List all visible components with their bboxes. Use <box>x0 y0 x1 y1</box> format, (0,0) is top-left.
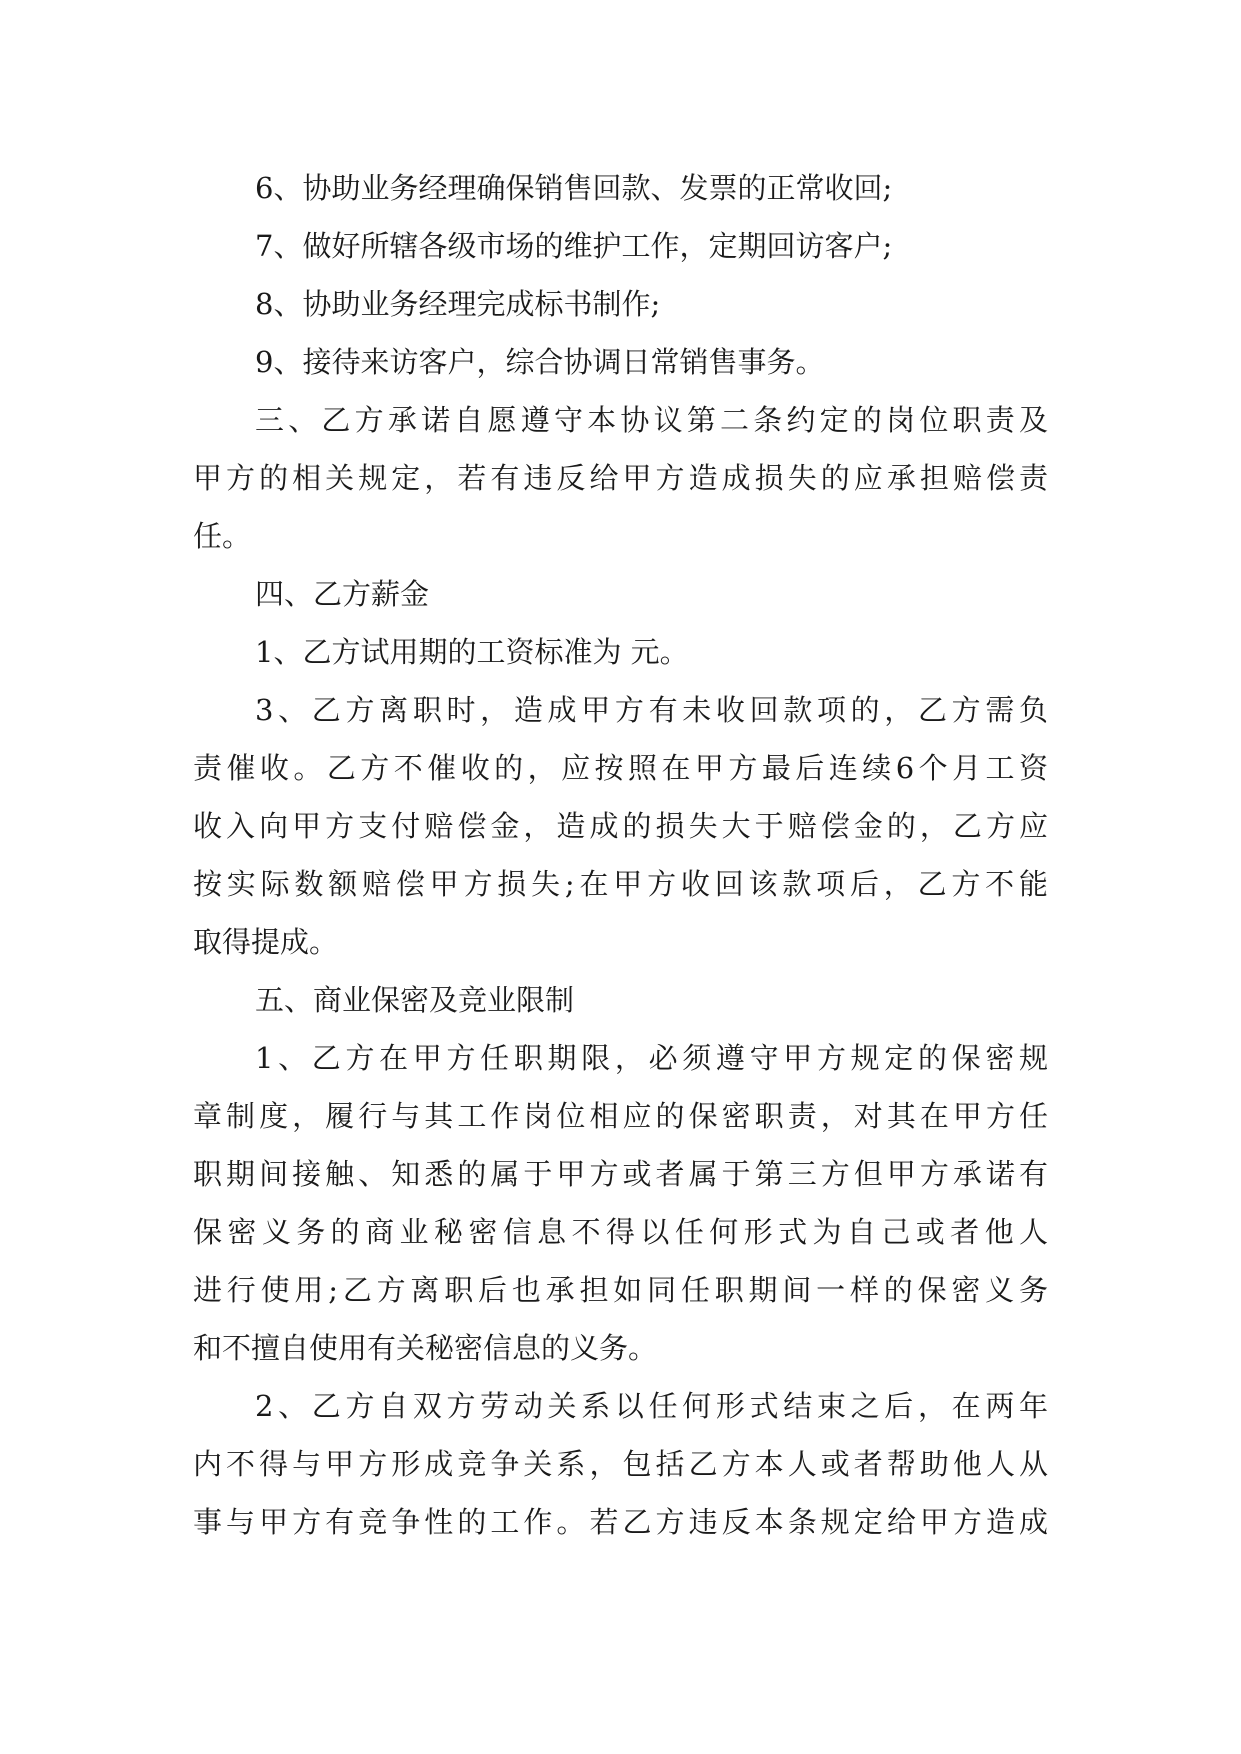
item-9: 9、接待来访客户，综合协调日常销售事务。 <box>255 345 825 379</box>
section-3-line-3: 任。 <box>193 519 252 553</box>
salary-item-3-line-5: 取得提成。 <box>193 925 339 959</box>
confidentiality-item-1-line-5: 进行使用;乙方离职后也承担如同任职期间一样的保密义务 <box>193 1273 1048 1307</box>
section-5-heading: 五、商业保密及竞业限制 <box>255 983 575 1017</box>
non-compete-item-2-line-2: 内不得与甲方形成竞争关系，包括乙方本人或者帮助他人从 <box>193 1447 1048 1481</box>
confidentiality-item-1-line-3: 职期间接触、知悉的属于甲方或者属于第三方但甲方承诺有 <box>193 1157 1048 1191</box>
item-7: 7、做好所辖各级市场的维护工作，定期回访客户; <box>255 229 893 263</box>
salary-item-3-line-4: 按实际数额赔偿甲方损失;在甲方收回该款项后，乙方不能 <box>193 867 1048 901</box>
confidentiality-item-1-line-4: 保密义务的商业秘密信息不得以任何形式为自己或者他人 <box>193 1215 1048 1249</box>
confidentiality-item-1-line-2: 章制度，履行与其工作岗位相应的保密职责，对其在甲方任 <box>193 1099 1048 1133</box>
section-3-line-2: 甲方的相关规定，若有违反给甲方造成损失的应承担赔偿责 <box>193 461 1048 495</box>
salary-item-1: 1、乙方试用期的工资标准为 元。 <box>255 635 689 669</box>
section-4-heading: 四、乙方薪金 <box>255 577 430 611</box>
non-compete-item-2-line-3: 事与甲方有竞争性的工作。若乙方违反本条规定给甲方造成 <box>193 1505 1048 1539</box>
salary-item-3-line-3: 收入向甲方支付赔偿金，造成的损失大于赔偿金的，乙方应 <box>193 809 1048 843</box>
salary-item-3-line-2: 责催收。乙方不催收的，应按照在甲方最后连续6个月工资 <box>193 751 1048 785</box>
item-8: 8、协助业务经理完成标书制作; <box>255 287 661 321</box>
section-3-line-1: 三、乙方承诺自愿遵守本协议第二条约定的岗位职责及 <box>255 403 1048 437</box>
item-6: 6、协助业务经理确保销售回款、发票的正常收回; <box>255 171 893 205</box>
non-compete-item-2-line-1: 2、乙方自双方劳动关系以任何形式结束之后，在两年 <box>255 1389 1048 1423</box>
confidentiality-item-1-line-1: 1、乙方在甲方任职期限，必须遵守甲方规定的保密规 <box>255 1041 1048 1075</box>
salary-item-3-line-1: 3、乙方离职时，造成甲方有未收回款项的，乙方需负 <box>255 693 1048 727</box>
confidentiality-item-1-line-6: 和不擅自使用有关秘密信息的义务。 <box>193 1331 658 1365</box>
document-body <box>193 159 1048 1551</box>
